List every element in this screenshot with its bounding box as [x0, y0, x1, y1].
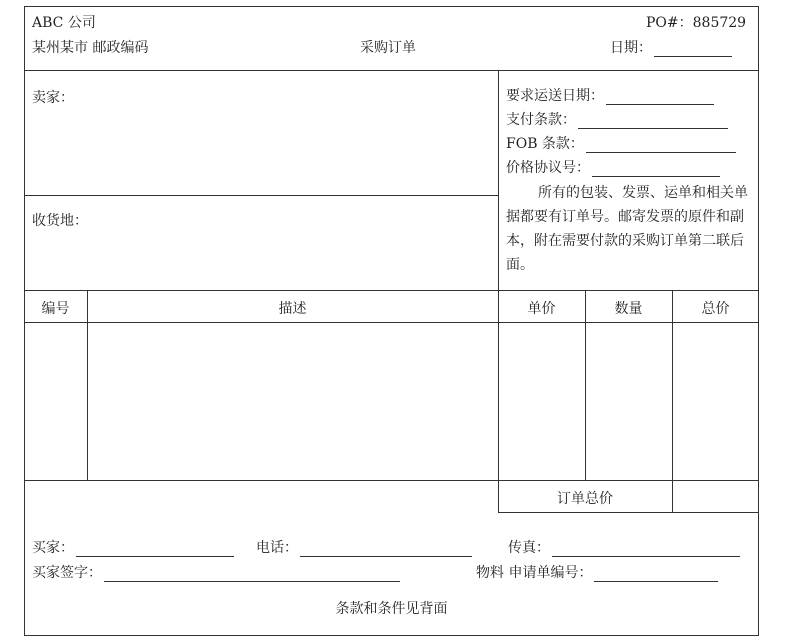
page-title: 采购订单 — [360, 40, 416, 56]
table-bottom-rule — [24, 480, 759, 481]
buyer-field[interactable] — [32, 537, 234, 557]
payment-terms-field[interactable] — [506, 109, 728, 129]
fob-terms-blank[interactable] — [586, 138, 736, 153]
required-ship-date-label: 要求运送日期： — [506, 88, 604, 104]
section-divider — [498, 70, 499, 321]
total-row-rule — [498, 512, 759, 513]
terms-note: 条款和条件见背面 — [335, 601, 448, 617]
header-divider — [24, 70, 759, 71]
material-request-label: 物料 申请单编号： — [476, 565, 593, 581]
po-number: PO#：885729 — [646, 15, 747, 31]
phone-blank[interactable] — [300, 542, 472, 557]
price-agreement-label: 价格协议号： — [506, 160, 590, 176]
buyer-label: 买家： — [32, 540, 74, 556]
company-name: ABC 公司 — [32, 15, 96, 31]
col-divider-3 — [585, 290, 586, 480]
payment-terms-blank[interactable] — [578, 114, 728, 129]
company-address: 某州某市 邮政编码 — [32, 40, 149, 56]
material-request-field[interactable] — [476, 562, 718, 582]
col-divider-4 — [672, 290, 673, 512]
fob-terms-label: FOB 条款： — [506, 136, 584, 152]
fob-terms-field[interactable] — [506, 133, 736, 153]
date-field[interactable] — [610, 37, 732, 57]
table-header-rule — [24, 322, 759, 323]
signature-label: 买家签字： — [32, 565, 102, 581]
price-agreement-field[interactable] — [506, 157, 720, 177]
col-header-quantity: 数量 — [614, 301, 643, 317]
required-ship-date-field[interactable] — [506, 85, 714, 105]
fax-field[interactable] — [508, 537, 740, 557]
order-total-label: 订单总价 — [557, 491, 613, 507]
phone-label: 电话： — [256, 540, 298, 556]
date-blank[interactable] — [654, 42, 732, 57]
signature-field[interactable] — [32, 562, 400, 582]
col-header-description: 描述 — [278, 301, 307, 317]
seller-divider — [24, 195, 498, 196]
table-top-rule — [24, 290, 759, 291]
col-header-unit-price: 单价 — [527, 301, 556, 317]
seller-label: 卖家： — [32, 90, 74, 106]
col-header-total: 总价 — [701, 301, 730, 317]
invoice-note: 所有的包装、发票、运单和相关单据都要有订单号。邮寄发票的原件和副本，附在需要付款的采购订单第二联后面。 — [506, 185, 748, 273]
required-ship-date-blank[interactable] — [606, 90, 714, 105]
phone-field[interactable] — [256, 537, 472, 557]
col-divider-2 — [498, 290, 499, 512]
fax-blank[interactable] — [552, 542, 740, 557]
payment-terms-label: 支付条款： — [506, 112, 576, 128]
signature-blank[interactable] — [104, 567, 400, 582]
material-request-blank[interactable] — [594, 567, 718, 582]
buyer-blank[interactable] — [76, 542, 234, 557]
price-agreement-blank[interactable] — [592, 162, 720, 177]
order-total-value-cell[interactable] — [673, 481, 758, 512]
col-header-number: 编号 — [41, 301, 70, 317]
fax-label: 传真： — [508, 540, 550, 556]
ship-to-label: 收货地： — [32, 213, 88, 229]
date-label: 日期： — [610, 40, 652, 56]
col-divider-1 — [87, 290, 88, 480]
